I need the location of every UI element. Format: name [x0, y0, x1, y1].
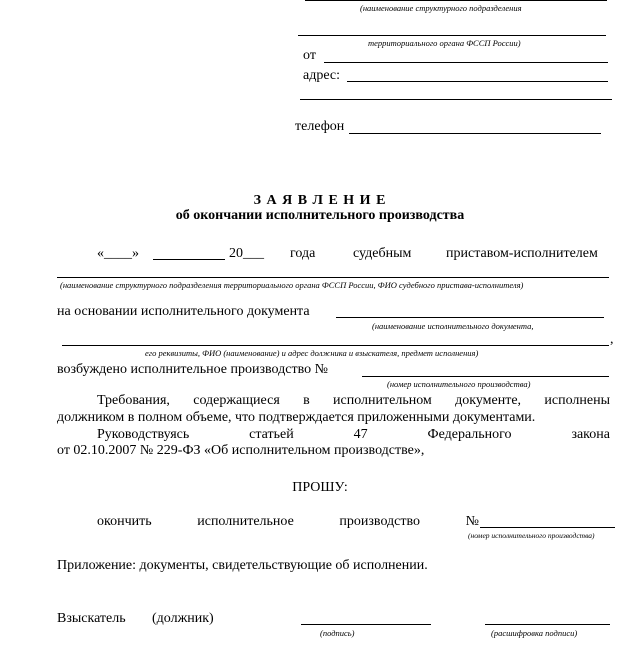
basis-line [336, 317, 604, 318]
para2-word: закона [571, 427, 610, 442]
phone-line [349, 133, 601, 134]
request-word: исполнительное [197, 514, 294, 529]
line1-word-year: года [290, 246, 316, 261]
para1-word: документе, [455, 393, 522, 408]
initiated-text: возбуждено исполнительное производство № [57, 362, 328, 377]
header-caption-1: (наименование структурного подразделения [360, 3, 522, 13]
header-caption-2: территориального органа ФССП России) [368, 38, 521, 48]
doc-caption: (наименование исполнительного документа, [372, 321, 534, 331]
request-heading: ПРОШУ: [292, 480, 348, 495]
request-number-line [480, 527, 615, 528]
request-word: № [465, 514, 479, 529]
details-caption: его реквизиты, ФИО (наименование) и адрес должника и взыскателя, предмет исполнения) [145, 348, 479, 358]
details-comma: , [610, 332, 614, 347]
para1-line2: должником в полном объеме, что подтверждается приложенными документами. [57, 410, 536, 425]
bailiff-line [57, 277, 609, 278]
para2-line1 [97, 427, 610, 443]
para1-word: исполнительном [333, 393, 432, 408]
para1-word: в [303, 393, 310, 408]
bailiff-caption: (наименование структурного подразделения территориального органа ФССП России, ФИО судебного пристава-исполнителя) [60, 280, 524, 290]
para2-word: Федерального [427, 427, 512, 442]
date-month-line [153, 259, 225, 260]
address-line [347, 81, 608, 82]
attachment-text: Приложение: документы, свидетельствующие об исполнении. [57, 558, 428, 573]
line1-word-bailiff: судебным [353, 246, 412, 261]
address-label: адрес: [303, 68, 341, 83]
line1-word-executor: приставом-исполнителем [446, 246, 598, 261]
signature-line [301, 624, 431, 625]
header-line-1 [305, 0, 607, 1]
request-word: производство [339, 514, 421, 529]
phone-label: телефон [295, 119, 345, 134]
request-line [97, 514, 479, 530]
header-line-2 [298, 35, 606, 36]
number-caption-2: (номер исполнительного производства) [468, 531, 595, 540]
date-year: 20___ [229, 246, 264, 261]
document-subtitle: об окончании исполнительного производства [175, 208, 465, 223]
basis-text: на основании исполнительного документа [57, 304, 310, 319]
para1-word: Требования, [97, 393, 170, 408]
from-label: от [303, 48, 316, 63]
para1-line1 [97, 393, 610, 409]
para1-word: исполнены [544, 393, 610, 408]
para2-line2: от 02.10.2007 № 229-ФЗ «Об исполнительном производстве», [57, 443, 425, 458]
date-day: «____» [97, 246, 139, 261]
para2-word: 47 [353, 427, 368, 442]
number-caption: (номер исполнительного производства) [387, 379, 531, 389]
debtor-label: (должник) [152, 611, 214, 626]
para1-word: содержащиеся [193, 393, 280, 408]
signature-caption: (подпись) [320, 628, 355, 638]
para2-word: Руководствуясь [97, 427, 190, 442]
address-line-2 [300, 99, 612, 100]
decode-caption: (расшифровка подписи) [491, 628, 578, 638]
claimant-label: Взыскатель [57, 611, 126, 626]
decode-line [485, 624, 610, 625]
request-word: окончить [97, 514, 152, 529]
document-title: З А Я В Л Е Н И Е [253, 193, 387, 208]
para2-word: статьей [249, 427, 294, 442]
from-line [324, 62, 608, 63]
initiated-line [362, 376, 609, 377]
details-line [62, 345, 609, 346]
